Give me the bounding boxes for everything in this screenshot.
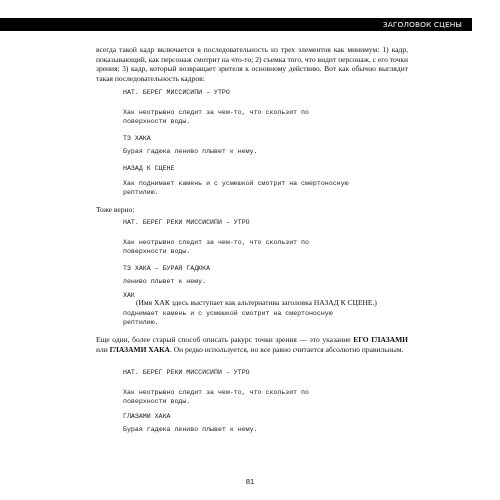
slugline-1: НАТ. БЕРЕГ МИССИСИПИ – УТРО <box>123 89 230 96</box>
also-correct-label: Тоже верно: <box>96 205 135 214</box>
page-number: 81 <box>245 477 255 486</box>
older-bold-1: ЕГО ГЛАЗАМИ <box>353 335 408 344</box>
header-title: ЗАГОЛОВОК СЦЕНЫ <box>382 20 462 29</box>
action-1b: поверхности воды. <box>123 118 191 125</box>
pov-heading-1: ТЗ ХАКА <box>123 135 151 142</box>
older-method-paragraph <box>96 335 408 354</box>
action-3c: Бурая гадюка лениво плывет к нему. <box>123 426 258 433</box>
action-2c: лениво плывет к нему. <box>123 278 207 285</box>
older-text-1: Еще один, более старый способ описать ракурс точки зрения — это указание <box>96 335 354 344</box>
action-1e: рептилию. <box>123 189 159 196</box>
action-2b: поверхности воды. <box>123 248 191 255</box>
older-text-2: или <box>96 344 110 354</box>
editor-note: (Имя ХАК здесь выступает как альтернатива заголовка НАЗАД К СЦЕНЕ.) <box>136 298 377 307</box>
slugline-2: НАТ. БЕРЕГ РЕКИ МИССИСИПИ – УТРО <box>123 219 250 226</box>
running-header <box>0 18 500 31</box>
intro-paragraph: всегда такой кадр включается в последовательность из трех элементов как минимум: 1) кадр, показывающий, как персонаж смотрит на что-то; 2) съемка того, что видит персонаж, с его точки зрения; 3) кадр, который возвращает зрителя к основному действию. Вот как обычно выглядит такая последовательность кадров: <box>96 45 408 83</box>
action-2a: Хак неотрывно следит за чем-то, что скользит по <box>123 239 309 246</box>
action-2e: рептилию. <box>123 319 159 326</box>
action-1a: Хак неотрывно следит за чем-то, что скользит по <box>123 109 309 116</box>
older-text-3: . Он редко используется, но все равно считается абсолютно правильным. <box>169 344 404 354</box>
pov-heading-2: ТЗ ХАКА – БУРАЯ ГАДЮКА <box>123 265 211 272</box>
character-heading-2: ХАК <box>123 292 135 299</box>
pov-heading-3: ГЛАЗАМИ ХАКА <box>123 413 171 420</box>
action-3a: Хак неотрывно следит за чем-то, что скользит по <box>123 389 309 396</box>
older-bold-2: ГЛАЗАМИ ХАКА <box>109 344 170 354</box>
action-1d: Хак поднимает камень и с усмешкой смотрит на смертоносную <box>123 180 349 187</box>
back-to-scene-1: НАЗАД К СЦЕНЕ <box>123 165 175 172</box>
action-2d: поднимает камень и с усмешкой смотрит на смертоносную <box>123 310 333 317</box>
action-1c: Бурая гадюка лениво плывет к нему. <box>123 148 258 155</box>
slugline-3: НАТ. БЕРЕГ РЕКИ МИССИСИПИ – УТРО <box>123 369 250 376</box>
action-3b: поверхности воды. <box>123 398 191 405</box>
